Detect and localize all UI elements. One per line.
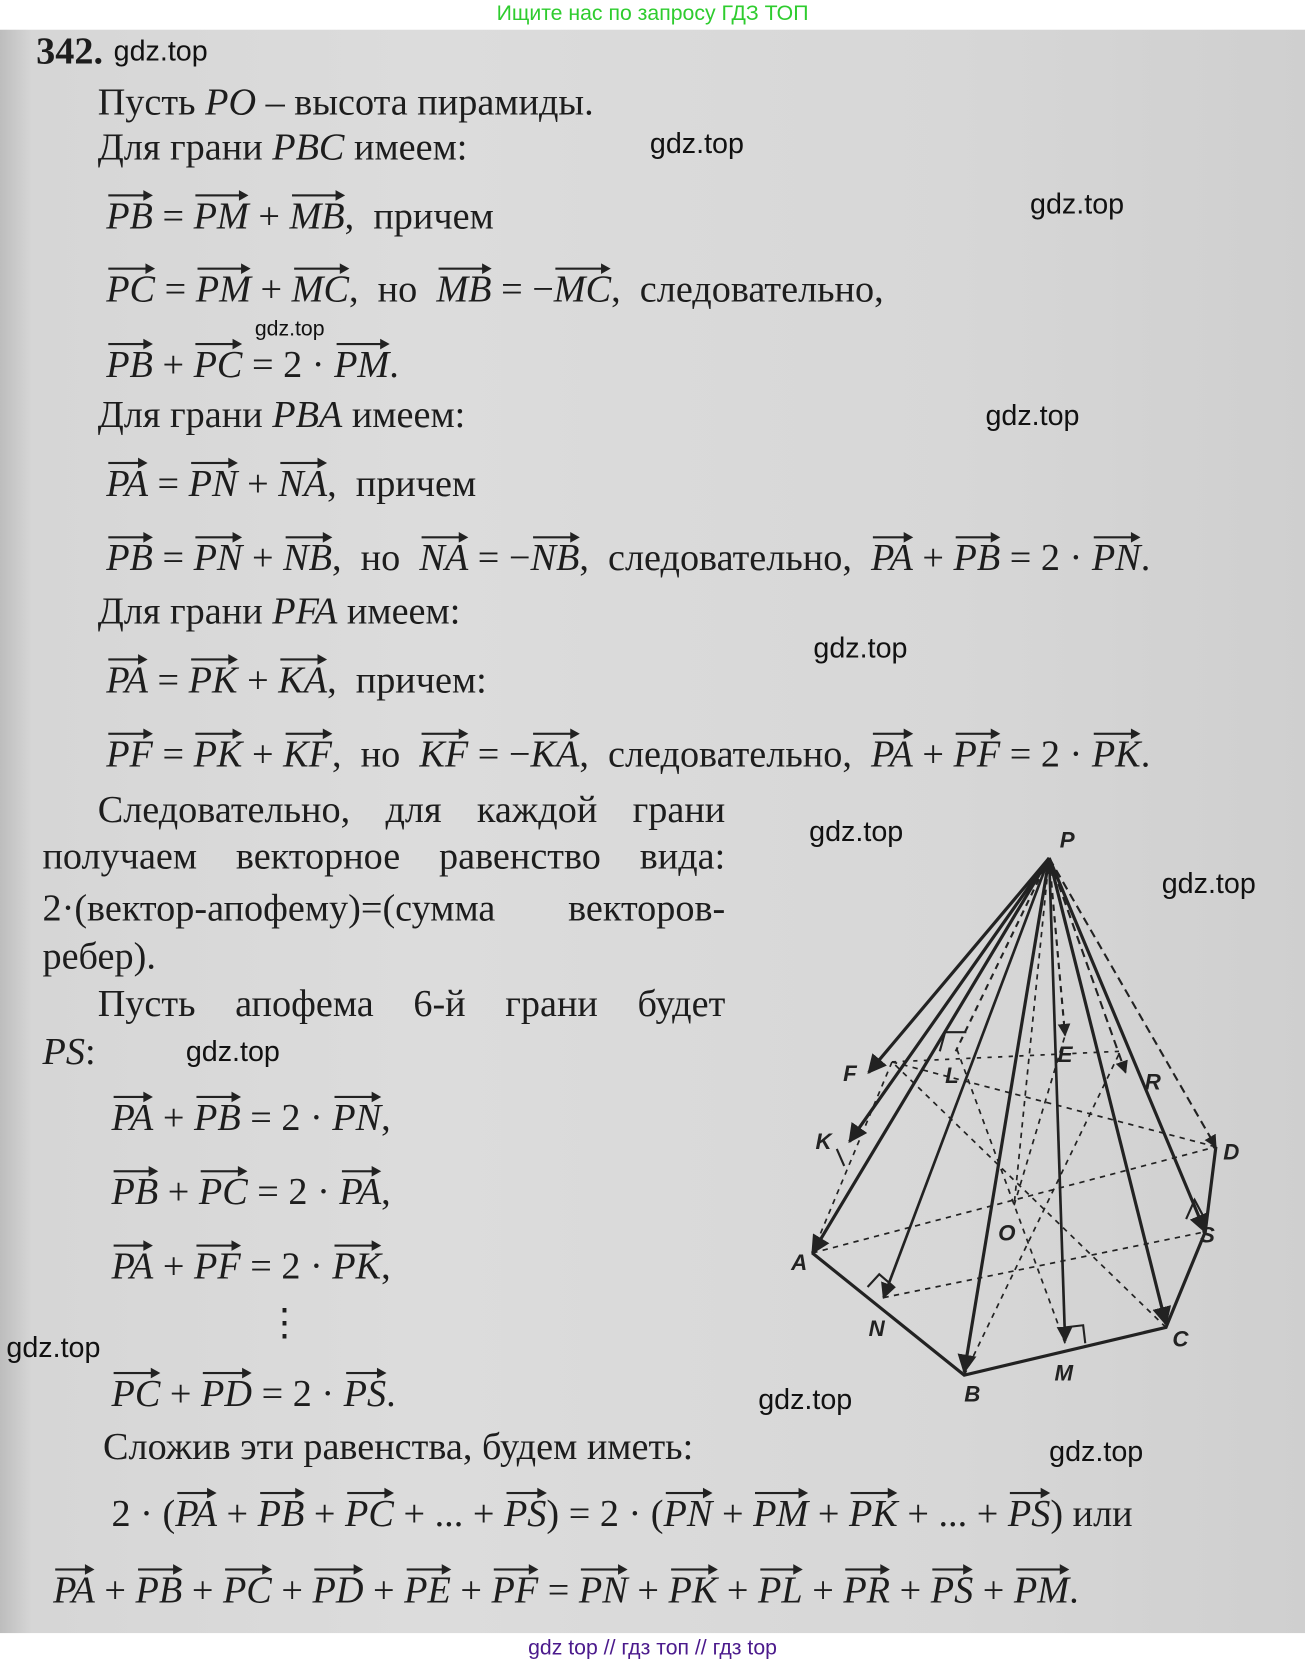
vector: PM [196,265,251,312]
vector: MC [292,265,349,312]
text-run: , следовательно, [579,732,872,776]
text-line [98,79,594,126]
text-line [106,265,884,312]
text-run: , следовательно, [579,536,872,579]
vector: PB [106,534,153,581]
vector: PB [194,1094,241,1141]
text-line [111,1168,390,1215]
text-run: Для грани [97,589,273,632]
text-run: , но [331,732,420,776]
text-run: = [147,658,189,701]
vector: PC [111,1370,160,1417]
vector: PA [111,1094,153,1141]
text-run: + [94,1568,136,1611]
text-run: . [1069,1568,1079,1611]
text-run: . [1140,732,1151,776]
vector: KF [419,731,468,778]
text-run: + [248,194,290,237]
text-run: , причем [344,194,494,237]
text-run: = − [491,267,554,311]
text-run: + [808,1491,849,1535]
vector: PC [345,1490,394,1537]
vector: PM [194,192,249,239]
vector: NA [278,460,327,507]
vector: PA [871,534,913,581]
label-f: F [843,1061,857,1087]
vector: PC [106,265,155,312]
vector: NB [530,534,579,581]
vector: PN [1092,534,1141,581]
vector: PK [849,1490,898,1537]
watermark: gdz.top [1161,867,1256,900]
text-run: + [242,536,284,579]
text-line [103,1423,693,1470]
watermark: gdz.top [254,317,325,341]
text-line [42,1028,95,1075]
text-run: . [386,1371,396,1415]
vector: PN [194,534,243,581]
text-run: + [627,1568,669,1611]
text-run: ⋮ [265,1300,304,1344]
vector: PS [504,1490,546,1537]
problem-number: 342. [36,29,104,73]
label-b: B [964,1381,981,1407]
text-run: 2 · ( [111,1491,176,1535]
vector: PB [106,341,153,388]
label-r: R [1144,1069,1161,1095]
text-run: + [912,732,954,776]
text-run: = [147,461,189,505]
vector: PN [579,1566,628,1613]
label-k: K [815,1128,832,1154]
footer-banner[interactable]: gdz top // гдз топ // гдз top [0,1633,1305,1665]
text-run: + [158,1170,199,1213]
label-a: A [791,1250,808,1276]
vector: PK [668,1566,717,1613]
label-p: P [1059,827,1075,853]
text-line [106,534,1150,581]
text-run: . [1140,536,1151,579]
vector: PF [953,731,1000,778]
text-line [111,1094,390,1141]
text-run: Пусть апофема 6-й грани будет [97,982,726,1025]
vector: PF [492,1566,539,1613]
vector: MC [554,265,611,312]
text-run: + [802,1568,844,1611]
text-run: + [712,1491,754,1535]
text-run: ребер). [42,934,156,977]
text-run: + [973,1568,1014,1611]
text-run: + [912,536,954,579]
label-o: O [998,1220,1016,1246]
vector: PL [758,1566,803,1613]
text-line [265,1299,303,1346]
vector: PC [199,1168,248,1215]
vector: PC [194,341,243,388]
text-run: + [250,267,292,311]
text-run: + [304,1491,346,1535]
vector: PK [1092,731,1141,778]
text-run: – высота пирамиды. [256,80,594,124]
header-banner[interactable]: Ищите нас по запросу ГДЗ ТОП [0,0,1305,30]
vector: PS [344,1370,386,1417]
text-run: имеем: [342,392,466,436]
watermark: gdz.top [985,399,1080,432]
vector: PB [258,1490,305,1537]
text-run: = [155,267,196,311]
vector: KF [283,731,332,778]
text-run: , [381,1170,391,1213]
label-n: N [868,1315,885,1341]
vector: KA [278,656,327,703]
text-run: , но [331,536,420,579]
watermark: gdz.top [1049,1435,1144,1468]
text-run: . [389,342,399,386]
text-run: + [160,1371,202,1415]
label-e: E [1057,1041,1073,1067]
vector: NA [419,534,468,581]
text-run: Для грани [97,125,273,168]
vector: PF [106,731,153,778]
vector: PB [106,192,153,239]
text-run: : [84,1030,96,1073]
vector: PK [332,1242,381,1289]
text-run: 2·(вектор-апофему)=(сумма векторов- [42,886,726,930]
text-line [53,1566,1079,1613]
text-line [106,656,487,703]
math-symbol: PBA [272,392,343,436]
vector: PD [201,1370,252,1417]
vector: PF [194,1242,241,1289]
text-line [98,980,726,1027]
watermark: gdz.top [809,815,904,848]
text-run: + ... + [393,1491,504,1535]
text-line [42,932,155,979]
text-run: = 2 · [252,1371,344,1415]
text-line [106,460,476,507]
label-m: M [1054,1360,1074,1386]
text-run: ) или [1050,1491,1133,1535]
math-symbol: PBC [272,125,345,168]
text-run: + ... + [897,1491,1008,1535]
text-run: + [717,1568,759,1611]
vector: PE [404,1566,451,1613]
vector: PS [1008,1490,1050,1537]
watermark: gdz.top [6,1331,101,1364]
math-symbol: PO [205,80,257,124]
text-run: = [152,194,194,237]
text-run: = 2 · [240,1095,333,1139]
vector: PA [106,460,148,507]
watermark: gdz.top [649,127,744,160]
text-run: = 2 · [240,1244,333,1288]
text-line [111,1490,1132,1537]
text-run: , [381,1095,391,1139]
text-run: Пусть [97,80,206,124]
text-run: = [152,536,194,579]
watermark: gdz.top [1030,187,1125,220]
vector: PB [953,534,1000,581]
text-run: ) = 2 · ( [546,1491,664,1535]
text-run: + [182,1568,223,1611]
math-symbol: PS [42,1030,85,1073]
text-line [106,341,399,388]
text-run: Для грани [97,392,273,436]
vector: MB [436,265,491,312]
text-run: + [153,1095,194,1139]
text-run: + [237,461,279,505]
text-run: Следовательно, для каждой грани [97,787,726,831]
text-line [42,885,725,932]
text-run: + [450,1568,492,1611]
text-run: + [271,1568,313,1611]
vector: NB [283,534,332,581]
vector: PD [312,1566,363,1613]
text-run: , следовательно, [611,267,884,311]
watermark: gdz.top [813,631,908,664]
text-run: имеем: [337,589,461,632]
vector: PR [843,1566,890,1613]
text-run: Сложив эти равенства, будем иметь: [103,1425,694,1468]
text-run: + [237,658,279,701]
vector: PA [111,1242,153,1289]
watermark: gdz.top [758,1383,853,1416]
text-run: получаем векторное равенство вида: [42,834,726,878]
label-c: C [1172,1326,1189,1352]
text-line [98,391,466,438]
vector: PC [223,1566,272,1613]
vector: PA [106,656,148,703]
text-line [98,587,461,634]
text-run: + [152,342,194,386]
vector: PK [189,656,238,703]
vector: PA [175,1490,217,1537]
vector: MB [289,192,344,239]
text-run: = [538,1568,579,1611]
text-run: , причем [327,461,477,505]
vector: PN [664,1490,713,1537]
text-run: = − [468,536,531,579]
text-run: = 2 · [1000,732,1092,776]
label-l: L [945,1063,959,1089]
vector: PS [931,1566,973,1613]
vector: PA [339,1168,381,1215]
label-d: D [1223,1139,1240,1165]
text-run: = [152,732,194,776]
text-run: + [363,1568,405,1611]
vector: PA [871,731,913,778]
watermark: gdz.top [185,1035,280,1068]
vector: PN [332,1094,381,1141]
text-run: + [242,732,284,776]
text-line [111,1370,395,1417]
text-run: + [153,1244,194,1288]
vector: KA [530,731,579,778]
watermark: gdz.top [113,35,208,67]
text-run: имеем: [344,125,468,168]
text-run: , [381,1244,391,1288]
text-run: = − [468,732,531,776]
text-line [111,1242,390,1289]
text-run: = 2 · [247,1170,340,1213]
vector: PM [753,1490,808,1537]
text-run: , но [348,267,437,311]
text-line [98,786,726,833]
vector: PM [334,341,389,388]
text-run: = 2 · [1000,536,1092,579]
vector: PM [1014,1566,1069,1613]
text-run: , причем: [327,658,487,701]
vector: PK [194,731,243,778]
text-line [106,731,1150,778]
text-line [106,192,494,239]
text-line [98,123,468,170]
vector: PB [136,1566,183,1613]
vector: PN [189,460,238,507]
text-run: + [890,1568,931,1611]
label-s: S [1199,1222,1215,1248]
text-line [42,833,725,880]
math-symbol: PFA [272,589,338,632]
vector: PA [53,1566,95,1613]
text-run: = 2 · [242,342,335,386]
text-run: + [216,1491,258,1535]
vector: PB [111,1168,158,1215]
